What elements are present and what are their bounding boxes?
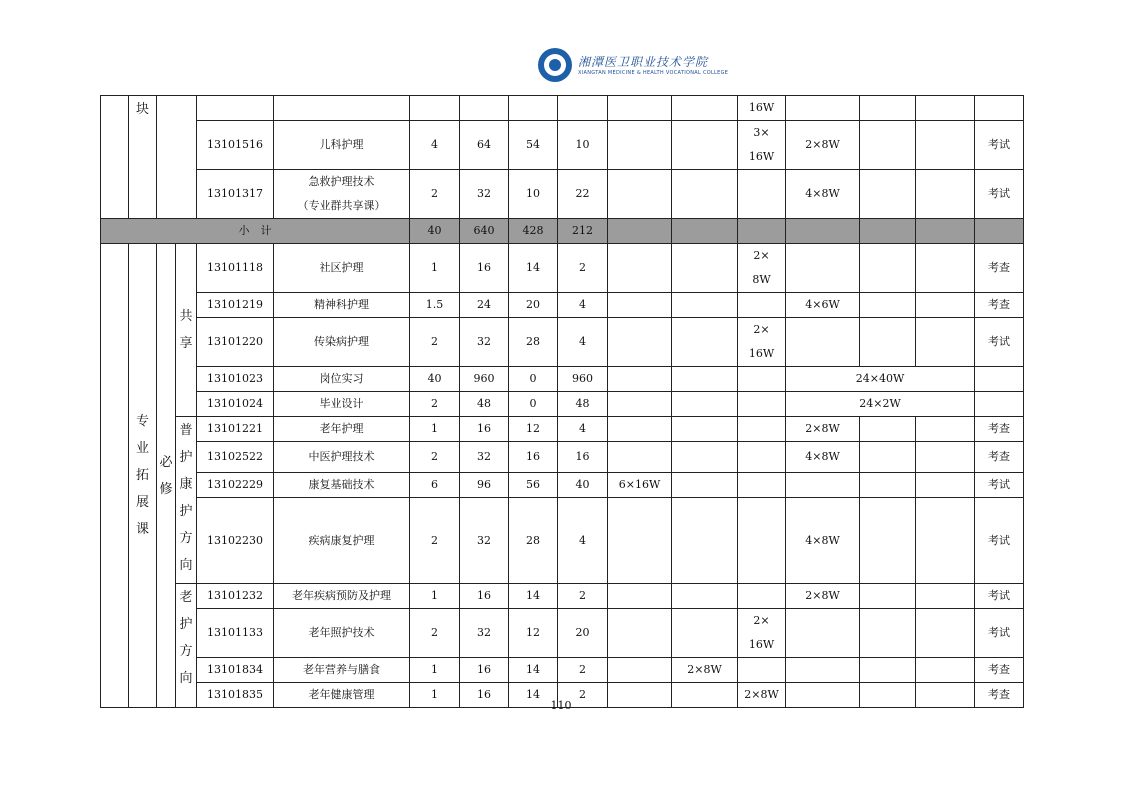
total-hours: 960 — [460, 367, 509, 392]
shared-label: 共 享 — [176, 244, 197, 417]
total-hours: 16 — [460, 417, 509, 442]
credit: 40 — [410, 367, 460, 392]
subtotal-theory: 428 — [509, 219, 558, 244]
theory-hours: 54 — [509, 121, 558, 170]
semester-cell: 2×8W — [786, 584, 860, 609]
course-name: 儿科护理 — [274, 121, 410, 170]
total-hours: 64 — [460, 121, 509, 170]
course-name: 毕业设计 — [274, 392, 410, 417]
theory-hours: 56 — [509, 473, 558, 498]
theory-hours: 12 — [509, 417, 558, 442]
exam-type: 考试 — [975, 584, 1024, 609]
course-code: 13101133 — [197, 609, 274, 658]
course-name: 社区护理 — [274, 244, 410, 293]
table-row — [101, 473, 1024, 498]
course-name: 传染病护理 — [274, 318, 410, 367]
placement-span: 24×40W — [786, 367, 975, 392]
subtotal-label: 小 计 — [101, 219, 410, 244]
course-name: 岗位实习 — [274, 367, 410, 392]
total-hours: 32 — [460, 318, 509, 367]
course-name: 中医护理技术 — [274, 442, 410, 473]
practice-hours: 4 — [558, 498, 608, 584]
course-code: 13102229 — [197, 473, 274, 498]
theory-hours: 12 — [509, 609, 558, 658]
total-hours: 32 — [460, 498, 509, 584]
practice-hours: 40 — [558, 473, 608, 498]
theory-hours: 14 — [509, 658, 558, 683]
theory-hours: 28 — [509, 318, 558, 367]
subtotal-credit: 40 — [410, 219, 460, 244]
total-hours: 24 — [460, 293, 509, 318]
credit: 2 — [410, 442, 460, 473]
exam-type: 考试 — [975, 318, 1024, 367]
school-name — [578, 54, 728, 77]
credit: 2 — [410, 609, 460, 658]
table-row — [101, 367, 1024, 392]
credit: 1 — [410, 417, 460, 442]
table-row — [101, 318, 1024, 367]
total-hours: 16 — [460, 244, 509, 293]
theory-hours: 14 — [509, 683, 558, 708]
theory-hours: 14 — [509, 584, 558, 609]
exam-type: 考试 — [975, 473, 1024, 498]
subtotal-row — [101, 219, 1024, 244]
category-label: 专 业 拓 展 课 — [129, 244, 157, 708]
table-row — [101, 293, 1024, 318]
course-name: 精神科护理 — [274, 293, 410, 318]
credit: 4 — [410, 121, 460, 170]
semester-cell: 2× 8W — [738, 244, 786, 293]
total-hours: 16 — [460, 584, 509, 609]
practice-hours: 22 — [558, 170, 608, 219]
table-row — [101, 170, 1024, 219]
theory-hours: 0 — [509, 367, 558, 392]
direction-elder-label: 老 护 方 向 — [176, 584, 197, 708]
exam-type: 考试 — [975, 609, 1024, 658]
credit: 1 — [410, 658, 460, 683]
semester-cell: 2×8W — [672, 658, 738, 683]
school-logo — [538, 48, 728, 82]
course-code: 13101118 — [197, 244, 274, 293]
exam-type: 考查 — [975, 683, 1024, 708]
practice-hours: 20 — [558, 609, 608, 658]
course-code: 13101516 — [197, 121, 274, 170]
table-row — [101, 498, 1024, 584]
direction-rehab-label: 普 护 康 护 方 向 — [176, 417, 197, 584]
semester-cell: 2× 16W — [738, 609, 786, 658]
course-code: 13101220 — [197, 318, 274, 367]
course-code: 13101232 — [197, 584, 274, 609]
practice-hours: 48 — [558, 392, 608, 417]
semester-cell: 6×16W — [608, 473, 672, 498]
credit: 1 — [410, 584, 460, 609]
total-hours: 16 — [460, 683, 509, 708]
course-name: 老年疾病预防及护理 — [274, 584, 410, 609]
course-name: 老年照护技术 — [274, 609, 410, 658]
practice-hours: 2 — [558, 584, 608, 609]
outer-category-cell — [101, 96, 129, 219]
practice-hours: 4 — [558, 417, 608, 442]
exam-type: 考查 — [975, 293, 1024, 318]
required-label: 必 修 — [157, 244, 176, 708]
practice-hours: 16 — [558, 442, 608, 473]
exam-type: 考试 — [975, 170, 1024, 219]
table-row — [101, 96, 1024, 121]
course-name: 急救护理技术 （专业群共享课） — [274, 170, 410, 219]
theory-hours: 14 — [509, 244, 558, 293]
semester-cell: 2× 16W — [738, 318, 786, 367]
semester-cell: 2×8W — [738, 683, 786, 708]
exam-type: 考查 — [975, 658, 1024, 683]
course-code: 13102522 — [197, 442, 274, 473]
outer-blank-cell — [101, 244, 129, 708]
total-hours: 32 — [460, 170, 509, 219]
table-row — [101, 392, 1024, 417]
theory-hours: 0 — [509, 392, 558, 417]
table-row — [101, 417, 1024, 442]
curriculum-table — [100, 95, 1024, 708]
page-number: 110 — [550, 699, 572, 712]
theory-hours: 28 — [509, 498, 558, 584]
theory-hours: 20 — [509, 293, 558, 318]
practice-hours: 4 — [558, 293, 608, 318]
semester-cell: 4×8W — [786, 442, 860, 473]
semester-cell: 3× 16W — [738, 121, 786, 170]
course-code: 13101024 — [197, 392, 274, 417]
course-name: 疾病康复护理 — [274, 498, 410, 584]
semester-cell: 4×8W — [786, 498, 860, 584]
subtotal-practice: 212 — [558, 219, 608, 244]
practice-hours: 960 — [558, 367, 608, 392]
semester-cell: 4×6W — [786, 293, 860, 318]
subtotal-total: 640 — [460, 219, 509, 244]
practice-hours: 2 — [558, 683, 608, 708]
table-row — [101, 609, 1024, 658]
table-row — [101, 121, 1024, 170]
course-name: 老年营养与膳食 — [274, 658, 410, 683]
credit: 2 — [410, 392, 460, 417]
course-code: 13102230 — [197, 498, 274, 584]
course-code: 13101835 — [197, 683, 274, 708]
credit: 2 — [410, 498, 460, 584]
exam-type: 考试 — [975, 121, 1024, 170]
placement-span: 24×2W — [786, 392, 975, 417]
course-code: 13101219 — [197, 293, 274, 318]
credit: 1.5 — [410, 293, 460, 318]
course-code: 13101834 — [197, 658, 274, 683]
exam-type: 考查 — [975, 417, 1024, 442]
credit: 1 — [410, 683, 460, 708]
credit: 2 — [410, 170, 460, 219]
credit: 6 — [410, 473, 460, 498]
theory-hours: 16 — [509, 442, 558, 473]
practice-hours: 2 — [558, 244, 608, 293]
table-row — [101, 244, 1024, 293]
course-code: 13101221 — [197, 417, 274, 442]
total-hours: 48 — [460, 392, 509, 417]
credit: 1 — [410, 244, 460, 293]
table-row — [101, 584, 1024, 609]
total-hours: 16 — [460, 658, 509, 683]
course-name: 老年健康管理 — [274, 683, 410, 708]
semester-cell: 16W — [738, 96, 786, 121]
group-cell — [157, 96, 197, 219]
practice-hours: 4 — [558, 318, 608, 367]
semester-cell: 4×8W — [786, 170, 860, 219]
module-label-cell: 块 — [129, 96, 157, 219]
exam-type: 考试 — [975, 498, 1024, 584]
table-row — [101, 442, 1024, 473]
school-name-cn: 湘潭医卫职业技术学院 — [578, 54, 709, 69]
semester-cell: 2×8W — [786, 121, 860, 170]
total-hours: 96 — [460, 473, 509, 498]
course-name: 老年护理 — [274, 417, 410, 442]
semester-cell: 2×8W — [786, 417, 860, 442]
practice-hours: 10 — [558, 121, 608, 170]
practice-hours: 2 — [558, 658, 608, 683]
total-hours: 32 — [460, 442, 509, 473]
school-name-en: XIANGTAN MEDICINE & HEALTH VOCATIONAL COLLEGE — [578, 69, 729, 76]
course-code: 13101023 — [197, 367, 274, 392]
theory-hours: 10 — [509, 170, 558, 219]
table-row — [101, 658, 1024, 683]
course-name: 康复基础技术 — [274, 473, 410, 498]
exam-type: 考查 — [975, 442, 1024, 473]
exam-type: 考查 — [975, 244, 1024, 293]
total-hours: 32 — [460, 609, 509, 658]
course-code: 13101317 — [197, 170, 274, 219]
credit: 2 — [410, 318, 460, 367]
school-seal-icon — [538, 48, 572, 82]
